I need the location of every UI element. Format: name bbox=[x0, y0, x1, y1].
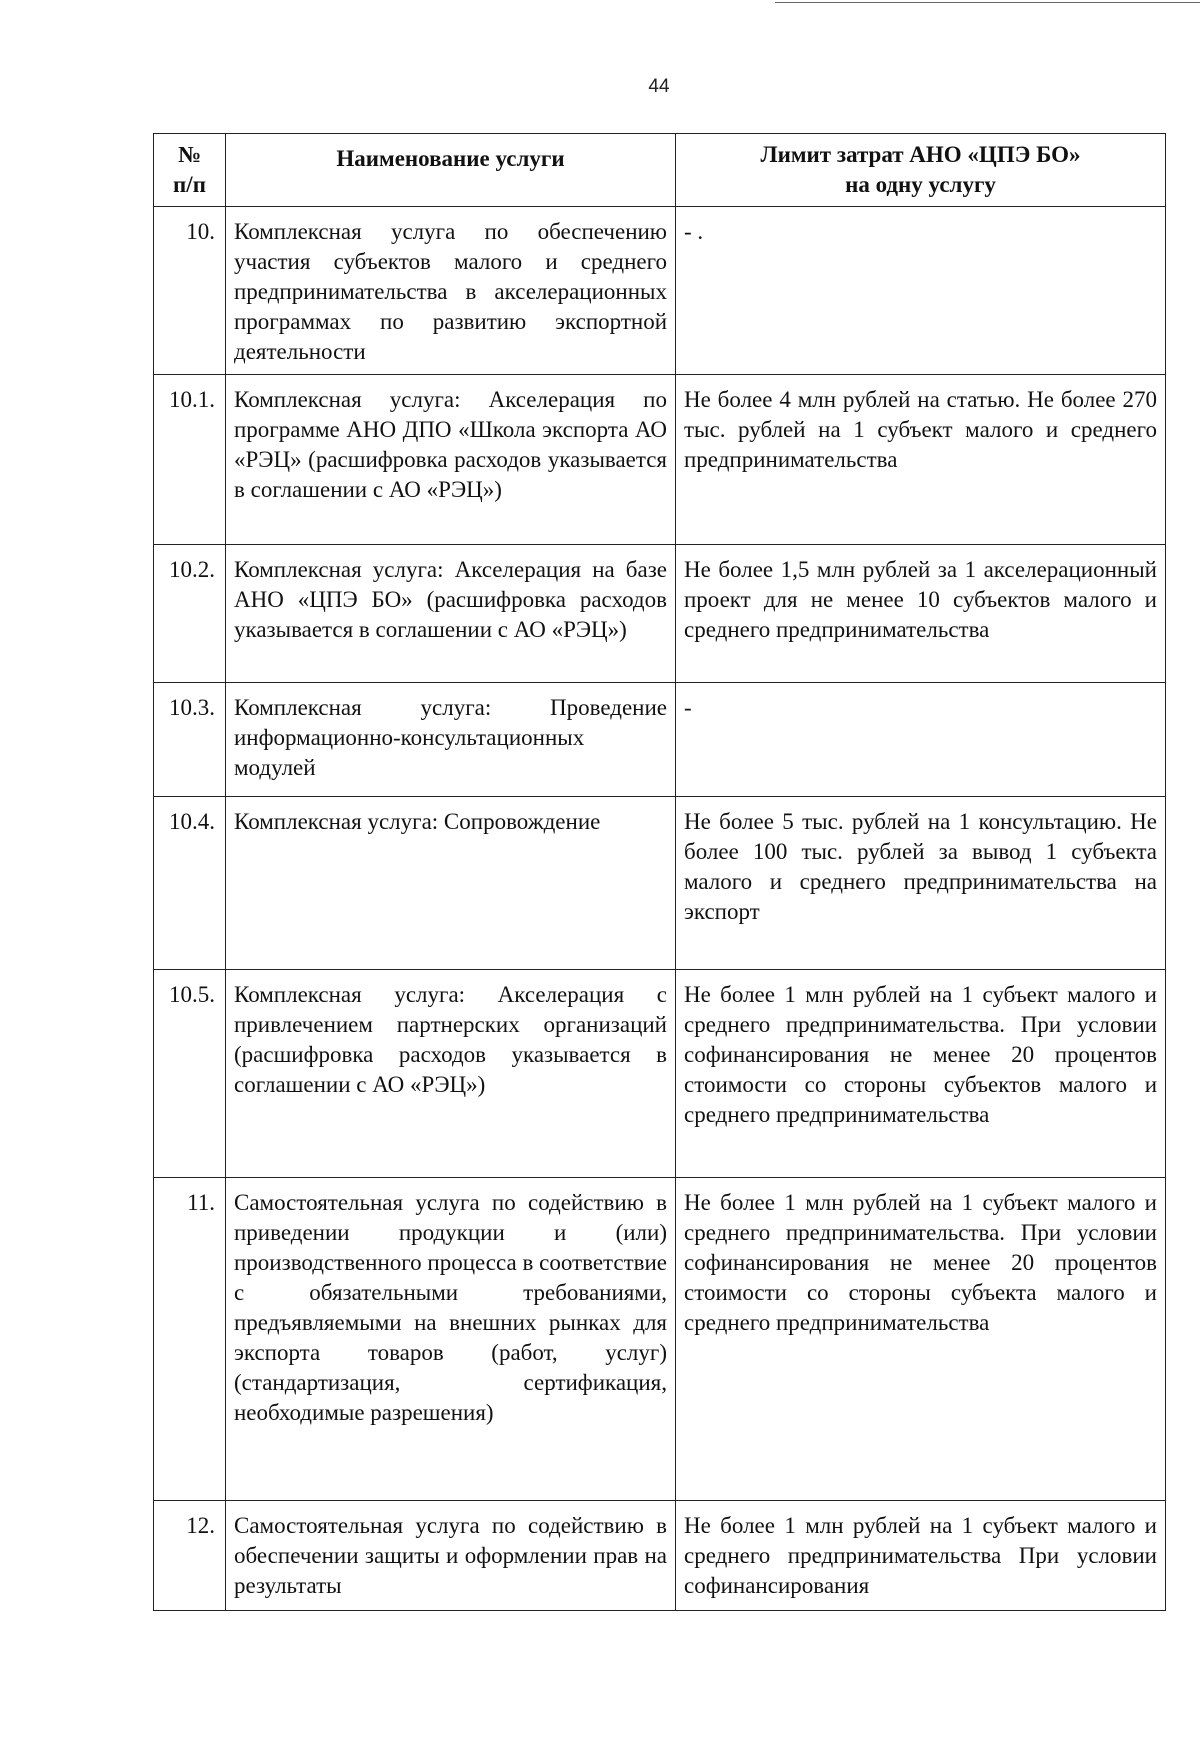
page-number: 44 bbox=[648, 76, 670, 97]
cost-limit: Не более 1 млн рублей на 1 субъект малого и среднего предпринимательства. При условии софинансирования не менее 20 процентов стоимости со стороны субъекта малого и среднего предпринимательства bbox=[676, 1178, 1166, 1501]
service-name: Комплексная услуга по обеспечению участия субъектов малого и среднего предпринимательства в акселерационных программах по развитию экспортной деятельности bbox=[226, 207, 676, 375]
header-cost-limit bbox=[676, 134, 1166, 207]
service-name: Самостоятельная услуга по содействию в обеспечении защиты и оформлении прав на результаты bbox=[226, 1501, 676, 1611]
header-service-name bbox=[226, 134, 676, 207]
header-service-name-text: Наименование услуги bbox=[336, 146, 565, 171]
table-row bbox=[154, 970, 1166, 1178]
cost-limit: Не более 5 тыс. рублей на 1 консультацию. Не более 100 тыс. рублей за вывод 1 субъекта малого и среднего предпринимательства на экспорт bbox=[676, 797, 1166, 970]
table-header-row bbox=[154, 134, 1166, 207]
table-row bbox=[154, 1178, 1166, 1501]
row-number: 10.4. bbox=[154, 797, 226, 970]
row-number: 10. bbox=[154, 207, 226, 375]
service-name: Комплексная услуга: Акселерация на базе АНО «ЦПЭ БО» (расшифровка расходов указывается в соглашении с АО «РЭЦ») bbox=[226, 545, 676, 683]
table-row bbox=[154, 1501, 1166, 1611]
service-name: Самостоятельная услуга по содействию в приведении продукции и (или) производственного процесса в соответствие с обязательными требованиями, предъявляемыми на внешних рынках для экспорта товаров (работ, услуг) (стандартизация, сертификация, необходимые разрешения) bbox=[226, 1178, 676, 1501]
service-name: Комплексная услуга: Сопровождение bbox=[226, 797, 676, 970]
cost-limit: - bbox=[676, 683, 1166, 797]
cost-limit: Не более 1 млн рублей на 1 субъект малого и среднего предпринимательства При условии софинансирования bbox=[676, 1501, 1166, 1611]
header-num bbox=[154, 134, 226, 207]
service-name: Комплексная услуга: Проведение информационно-консультационных модулей bbox=[226, 683, 676, 797]
row-number: 10.2. bbox=[154, 545, 226, 683]
cost-limit: - . bbox=[676, 207, 1166, 375]
scan-edge-line bbox=[775, 2, 1200, 3]
services-table bbox=[153, 133, 1166, 1611]
table-row bbox=[154, 683, 1166, 797]
cost-limit: Не более 1 млн рублей на 1 субъект малого и среднего предпринимательства. При условии софинансирования не менее 20 процентов стоимости со стороны субъектов малого и среднего предпринимательства bbox=[676, 970, 1166, 1178]
service-name: Комплексная услуга: Акселерация с привлечением партнерских организаций (расшифровка расходов указывается в соглашении с АО «РЭЦ») bbox=[226, 970, 676, 1178]
table-row bbox=[154, 545, 1166, 683]
header-limit-line1: Лимит затрат АНО «ЦПЭ БО» bbox=[760, 142, 1081, 167]
cost-limit: Не более 1,5 млн рублей за 1 акселерационный проект для не менее 10 субъектов малого и среднего предпринимательства bbox=[676, 545, 1166, 683]
header-num-line2: п/п bbox=[173, 172, 206, 197]
table-row bbox=[154, 797, 1166, 970]
table-row bbox=[154, 375, 1166, 545]
cost-limit: Не более 4 млн рублей на статью. Не более 270 тыс. рублей на 1 субъект малого и среднего предпринимательства bbox=[676, 375, 1166, 545]
table-row bbox=[154, 207, 1166, 375]
row-number: 11. bbox=[154, 1178, 226, 1501]
row-number: 10.1. bbox=[154, 375, 226, 545]
row-number: 10.3. bbox=[154, 683, 226, 797]
service-name: Комплексная услуга: Акселерация по программе АНО ДПО «Школа экспорта АО «РЭЦ» (расшифровка расходов указывается в соглашении с АО «РЭЦ») bbox=[226, 375, 676, 545]
row-number: 12. bbox=[154, 1501, 226, 1611]
header-num-line1: № bbox=[177, 142, 202, 167]
header-limit-line2: на одну услугу bbox=[845, 172, 996, 197]
row-number: 10.5. bbox=[154, 970, 226, 1178]
